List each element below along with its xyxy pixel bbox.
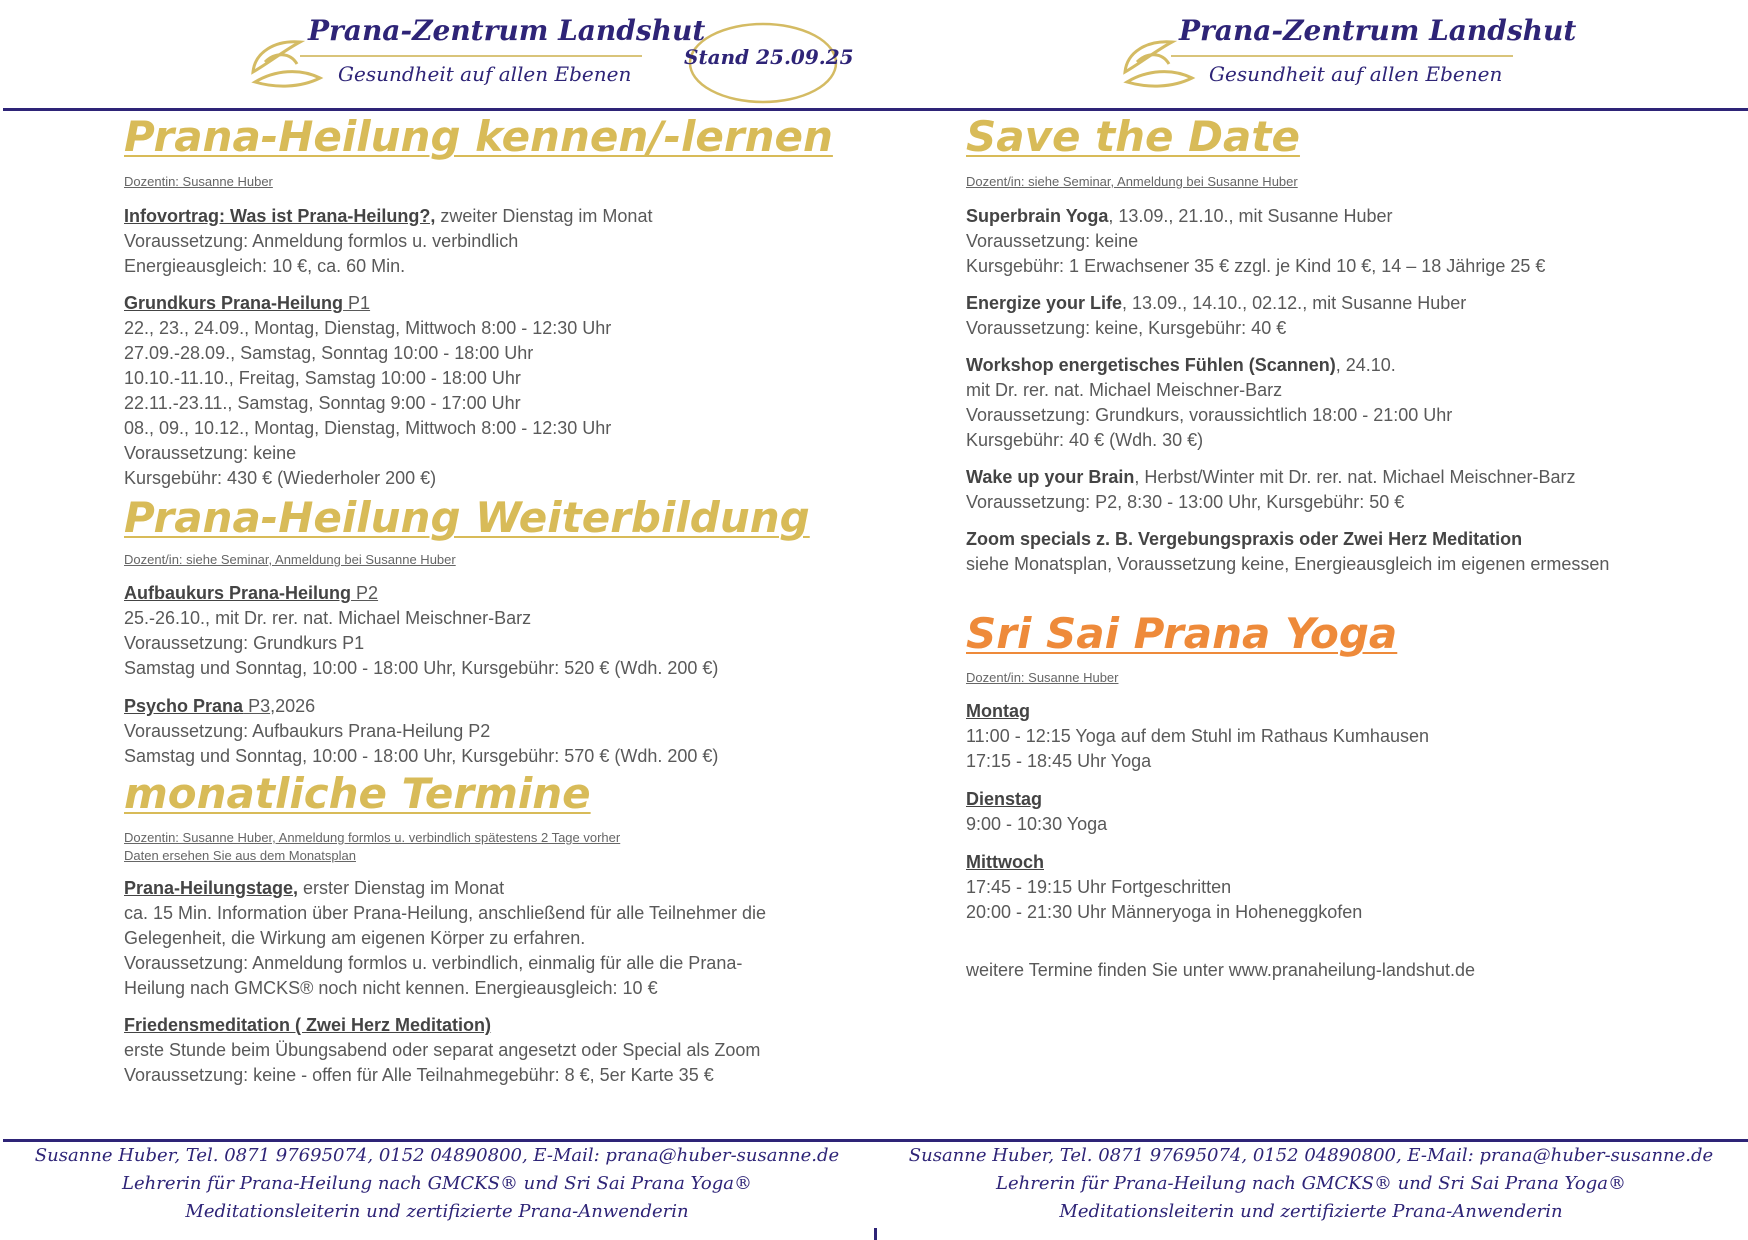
right-column (966, 112, 1726, 983)
logo-subtitle: Gesundheit auf allen Ebenen (338, 62, 632, 86)
entry-line: erste Stunde beim Übungsabend oder separat angesetzt oder Special als Zoom (124, 1040, 761, 1060)
entry-title: Friedensmeditation ( Zwei Herz Meditation) (124, 1015, 492, 1035)
entry-heilungstage (124, 876, 824, 1001)
entry-title: Superbrain Yoga (966, 206, 1109, 226)
entry-line: 17:15 - 18:45 Uhr Yoga (966, 751, 1152, 771)
dozent-note: Dozent/in: siehe Seminar, Anmeldung bei Susanne Huber (966, 174, 1298, 189)
entry-suffix: , 13.09., 14.10., 02.12., mit Susanne Huber (1122, 293, 1467, 313)
entry-line: Kursgebühr: 1 Erwachsener 35 € zzgl. je Kind 10 €, 14 – 18 Jährige 25 € (966, 256, 1546, 276)
entry-suffix: , 24.10. (1335, 355, 1396, 375)
entry-line: Voraussetzung: keine - offen für Alle Teilnahmegebühr: 8 €, 5er Karte 35 € (124, 1065, 714, 1085)
entry-friedensmeditation (124, 1013, 824, 1088)
entry-workshop (966, 353, 1726, 453)
entry-suffix: P2 (351, 583, 379, 603)
entry-line: Kursgebühr: 40 € (Wdh. 30 €) (966, 430, 1204, 450)
left-column (124, 112, 833, 1088)
stand-date: Stand 25.09.25 (684, 45, 854, 69)
entry-line: Voraussetzung: Grundkurs P1 (124, 633, 365, 653)
section-heading: Save the Date (966, 112, 1300, 161)
entry-line: Gelegenheit, die Wirkung am eigenen Körper zu erfahren. (124, 928, 586, 948)
entry-line: Voraussetzung: Aufbaukurs Prana-Heilung P2 (124, 721, 491, 741)
footer-left (0, 1142, 874, 1226)
entry-title: Dienstag (966, 789, 1043, 809)
entry-suffix: erster Dienstag im Monat (298, 878, 505, 898)
entry-aufbaukurs (124, 581, 824, 681)
section-heading: Prana-Heilung Weiterbildung (124, 493, 810, 542)
footer-teacher: Lehrerin für Prana-Heilung nach GMCKS® und Sri Sai Prana Yoga® (996, 1173, 1626, 1194)
entry-line: Voraussetzung: Grundkurs, voraussichtlich 18:00 - 21:00 Uhr (966, 405, 1453, 425)
section-heading: Sri Sai Prana Yoga (966, 609, 1398, 658)
entry-energize (966, 291, 1726, 341)
entry-suffix: P1 (343, 293, 371, 313)
entry-title: Energize your Life (966, 293, 1123, 313)
entry-title: Wake up your Brain (966, 467, 1135, 487)
footer-right (874, 1142, 1748, 1226)
section-heading: monatliche Termine (124, 769, 591, 818)
entry-line: 27.09.-28.09., Samstag, Sonntag 10:00 - 18:00 Uhr (124, 343, 534, 363)
entry-line: Voraussetzung: Anmeldung formlos u. verbindlich, einmalig für alle die Prana- (124, 953, 743, 973)
entry-wakeup (966, 465, 1726, 515)
entry-line: 22., 23., 24.09., Montag, Dienstag, Mittwoch 8:00 - 12:30 Uhr (124, 318, 612, 338)
entry-year: ,2026 (270, 696, 316, 716)
entry-title: Aufbaukurs Prana-Heilung (124, 583, 352, 603)
dozent-note: Daten ersehen Sie aus dem Monatsplan (124, 848, 356, 863)
logo-title: Prana-Zentrum Landshut (1179, 14, 1577, 47)
entry-line: Voraussetzung: P2, 8:30 - 13:00 Uhr, Kursgebühr: 50 € (966, 492, 1405, 512)
entry-suffix: P3 (243, 696, 271, 716)
entry-line: 10.10.-11.10., Freitag, Samstag 10:00 - 18:00 Uhr (124, 368, 521, 388)
footer-contact: Susanne Huber, Tel. 0871 97695074, 0152 04890800, E-Mail: prana@huber-susanne.de (34, 1145, 840, 1166)
entry-line: Energieausgleich: 10 €, ca. 60 Min. (124, 256, 406, 276)
entry-line: 08., 09., 10.12., Montag, Dienstag, Mittwoch 8:00 - 12:30 Uhr (124, 418, 612, 438)
entry-title: Mittwoch (966, 852, 1044, 872)
section-heading: Prana-Heilung kennen/-lernen (124, 112, 833, 161)
weitere-termine-link[interactable]: weitere Termine finden Sie unter www.pranaheilung-landshut.de (966, 960, 1475, 980)
section-sri-sai-prana-yoga (966, 609, 1726, 983)
entry-line: 17:45 - 19:15 Uhr Fortgeschritten (966, 877, 1232, 897)
dozent-note: Dozentin: Susanne Huber, Anmeldung formlos u. verbindlich spätestens 2 Tage vorher (124, 830, 621, 845)
entry-line: Voraussetzung: keine (124, 443, 297, 463)
entry-line: Heilung nach GMCKS® noch nicht kennen. Energieausgleich: 10 € (124, 978, 658, 998)
entry-line: 25.-26.10., mit Dr. rer. nat. Michael Meischner-Barz (124, 608, 532, 628)
entry-dienstag (966, 787, 1726, 837)
entry-line: 11:00 - 12:15 Yoga auf dem Stuhl im Rathaus Kumhausen (966, 726, 1429, 746)
entry-line: ca. 15 Min. Information über Prana-Heilung, anschließend für alle Teilnehmer die (124, 903, 767, 923)
dozent-note: Dozent/in: siehe Seminar, Anmeldung bei Susanne Huber (124, 552, 456, 567)
header-rule (3, 108, 1748, 111)
entry-suffix: , Herbst/Winter mit Dr. rer. nat. Michael Meischner-Barz (1134, 467, 1576, 487)
entry-line: Voraussetzung: keine (966, 231, 1139, 251)
section-save-the-date (966, 112, 1726, 577)
entry-line: 9:00 - 10:30 Yoga (966, 814, 1108, 834)
entry-title: Infovortrag: Was ist Prana-Heilung?, (124, 206, 436, 226)
dozent-note: Dozent/in: Susanne Huber (966, 670, 1119, 685)
logo-subtitle: Gesundheit auf allen Ebenen (1209, 62, 1503, 86)
section-kennenlernen (124, 112, 833, 491)
footer-meditation: Meditationsleiterin und zertifizierte Prana-Anwenderin (185, 1201, 689, 1222)
entry-line: Samstag und Sonntag, 10:00 - 18:00 Uhr, Kursgebühr: 520 € (Wdh. 200 €) (124, 658, 719, 678)
logo-divider (300, 55, 642, 57)
entry-line: Voraussetzung: keine, Kursgebühr: 40 € (966, 318, 1287, 338)
section-weiterbildung (124, 493, 824, 769)
entry-line: 20:00 - 21:30 Uhr Männeryoga in Hoheneggkofen (966, 902, 1363, 922)
entry-zoom-specials (966, 527, 1726, 577)
entry-title: Montag (966, 701, 1030, 721)
logo-divider (1171, 55, 1513, 57)
logo-title: Prana-Zentrum Landshut (308, 14, 706, 47)
entry-line: 22.11.-23.11., Samstag, Sonntag 9:00 - 17:00 Uhr (124, 393, 521, 413)
entry-line: siehe Monatsplan, Voraussetzung keine, Energieausgleich im eigenen ermessen (966, 554, 1610, 574)
entry-suffix: zweiter Dienstag im Monat (435, 206, 653, 226)
entry-mittwoch (966, 850, 1726, 925)
entry-infovortrag (124, 204, 824, 279)
dozent-note: Dozentin: Susanne Huber (124, 174, 273, 189)
entry-title: Prana-Heilungstage, (124, 878, 299, 898)
entry-line: Voraussetzung: Anmeldung formlos u. verbindlich (124, 231, 519, 251)
fold-mark (874, 1228, 877, 1240)
entry-superbrain (966, 204, 1726, 279)
entry-title: Grundkurs Prana-Heilung (124, 293, 344, 313)
entry-psycho-prana (124, 694, 824, 769)
entry-title: Psycho Prana (124, 696, 244, 716)
footer-teacher: Lehrerin für Prana-Heilung nach GMCKS® und Sri Sai Prana Yoga® (122, 1173, 752, 1194)
entry-suffix: , 13.09., 21.10., mit Susanne Huber (1108, 206, 1393, 226)
entry-title: Zoom specials z. B. Vergebungspraxis oder Zwei Herz Meditation (966, 529, 1523, 549)
section-monatliche-termine (124, 769, 824, 1088)
entry-title: Workshop energetisches Fühlen (Scannen) (966, 355, 1336, 375)
footer-contact: Susanne Huber, Tel. 0871 97695074, 0152 04890800, E-Mail: prana@huber-susanne.de (908, 1145, 1714, 1166)
entry-line: Samstag und Sonntag, 10:00 - 18:00 Uhr, Kursgebühr: 570 € (Wdh. 200 €) (124, 746, 719, 766)
entry-line: mit Dr. rer. nat. Michael Meischner-Barz (966, 380, 1283, 400)
footer-meditation: Meditationsleiterin und zertifizierte Prana-Anwenderin (1059, 1201, 1563, 1222)
entry-line: Kursgebühr: 430 € (Wiederholer 200 €) (124, 468, 437, 488)
entry-montag (966, 699, 1726, 774)
entry-grundkurs (124, 291, 824, 491)
